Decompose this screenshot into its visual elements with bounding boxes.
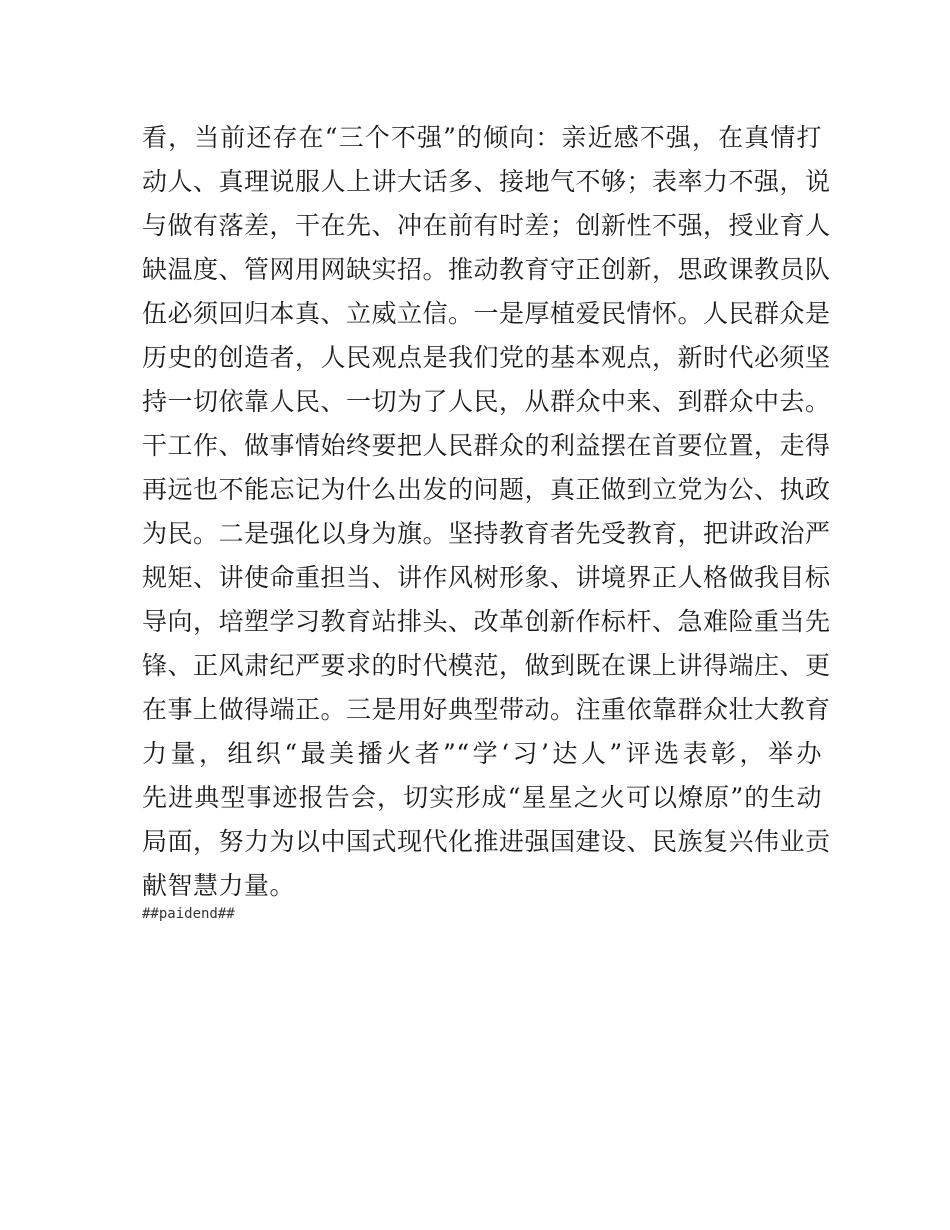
text-line: 动人、真理说服人上讲大话多、接地气不够；表率力不强，说 [142, 167, 831, 196]
text-line-last: 献智慧力量。 [142, 871, 296, 900]
text-line: 局面，努力为以中国式现代化推进强国建设、民族复兴伟业贡 [142, 827, 831, 856]
text-line: 缺温度、管网用网缺实招。推动教育守正创新，思政课教员队 [142, 255, 831, 284]
text-line: 伍必须回归本真、立威立信。一是厚植爱民情怀。人民群众是 [142, 299, 831, 328]
text-line: 持一切依靠人民、一切为了人民，从群众中来、到群众中去。 [142, 387, 831, 416]
text-line: 先进典型事迹报告会，切实形成“星星之火可以燎原”的生动 [142, 783, 822, 812]
text-line: 规矩、讲使命重担当、讲作风树形象、讲境界正人格做我目标 [142, 563, 831, 592]
text-line: 干工作、做事情始终要把人民群众的利益摆在首要位置，走得 [142, 431, 831, 460]
text-line: 锋、正风肃纪严要求的时代模范，做到既在课上讲得端庄、更 [142, 651, 831, 680]
text-line: 历史的创造者，人民观点是我们党的基本观点，新时代必须坚 [142, 343, 831, 372]
text-line: 再远也不能忘记为什么出发的问题，真正做到立党为公、执政 [142, 475, 831, 504]
end-marker: ##paidend## [142, 906, 235, 922]
text-line: 力量，组织“最美播火者”“学‘习’达人”评选表彰，举办 [142, 739, 822, 768]
text-line: 导向，培塑学习教育站排头、改革创新作标杆、急难险重当先 [142, 607, 831, 636]
text-line: 与做有落差，干在先、冲在前有时差；创新性不强，授业育人 [142, 211, 831, 240]
body-paragraph [142, 116, 831, 908]
text-line: 在事上做得端正。三是用好典型带动。注重依靠群众壮大教育 [142, 695, 831, 724]
text-line: 为民。二是强化以身为旗。坚持教育者先受教育，把讲政治严 [142, 519, 831, 548]
text-line: 看，当前还存在“三个不强”的倾向：亲近感不强，在真情打 [142, 123, 822, 152]
